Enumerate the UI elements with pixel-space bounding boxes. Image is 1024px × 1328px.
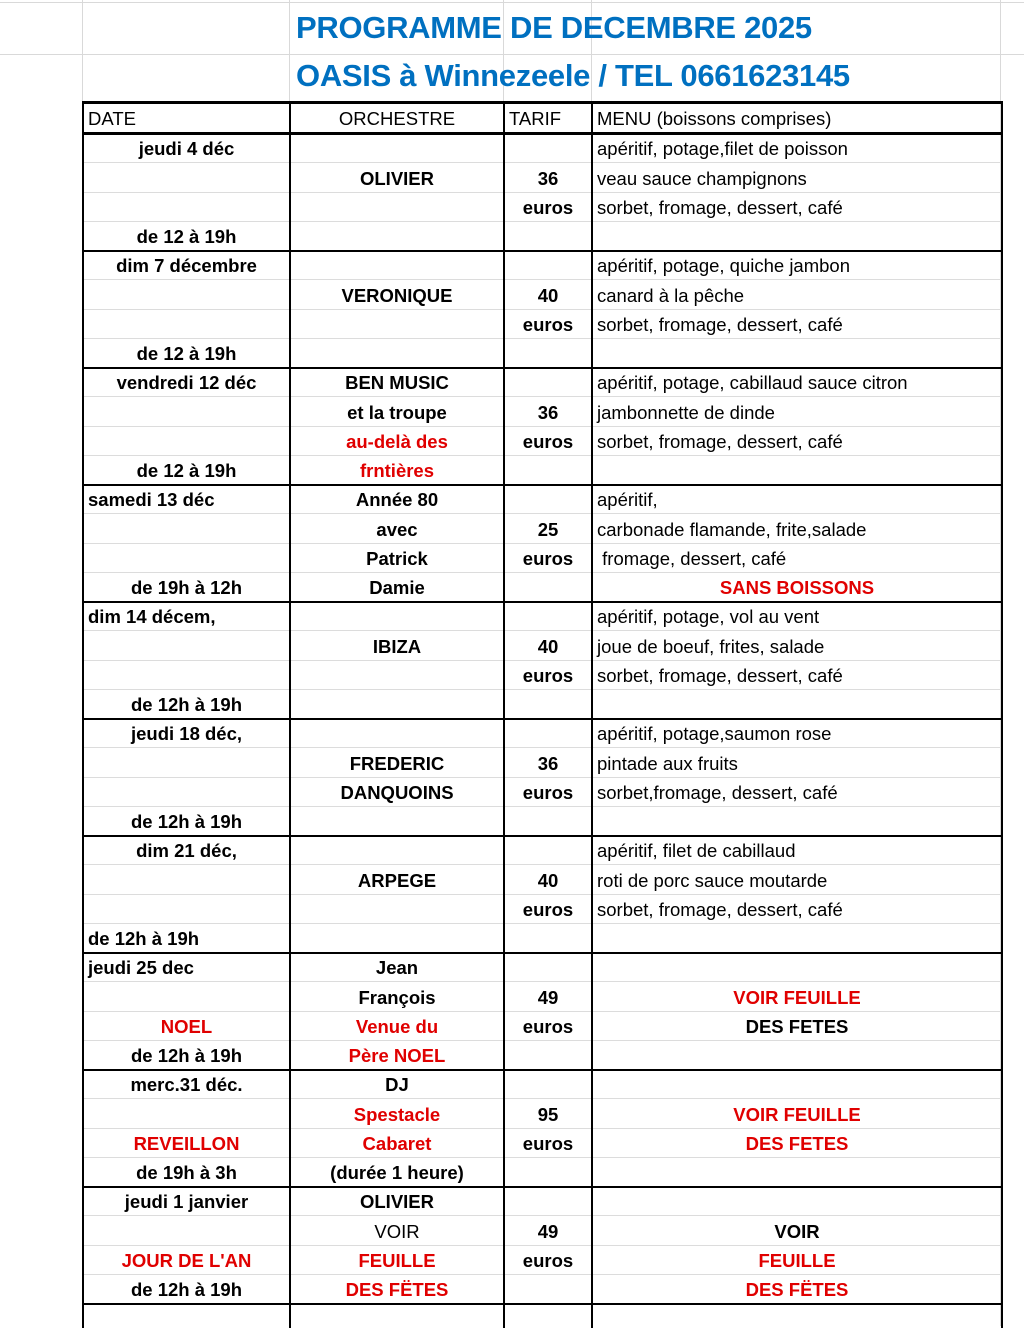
cell-empty xyxy=(83,1304,290,1328)
table-row xyxy=(83,1099,1002,1128)
cell-date: de 12h à 19h xyxy=(83,923,290,952)
cell-orchestre: OLIVIER xyxy=(290,1187,504,1216)
cell-orchestre: au-delà des xyxy=(290,426,504,455)
cell-menu xyxy=(592,953,1002,982)
cell-orchestre: Spestacle xyxy=(290,1099,504,1128)
cell-orchestre: ARPEGE xyxy=(290,865,504,894)
cell-orchestre: DANQUOINS xyxy=(290,777,504,806)
cell-orchestre: Père NOEL xyxy=(290,1040,504,1069)
cell-menu: joue de boeuf, frites, salade xyxy=(592,631,1002,660)
table-row xyxy=(83,777,1002,806)
cell-orchestre: BEN MUSIC xyxy=(290,368,504,397)
cell-menu: sorbet, fromage, dessert, café xyxy=(592,309,1002,338)
cell-date: de 12 à 19h xyxy=(83,338,290,367)
cell-orchestre xyxy=(290,221,504,250)
table-row xyxy=(83,1274,1002,1303)
table-row xyxy=(83,221,1002,250)
cell-date xyxy=(83,748,290,777)
cell-menu xyxy=(592,1187,1002,1216)
cell-date xyxy=(83,309,290,338)
cell-orchestre xyxy=(290,660,504,689)
cell-menu: SANS BOISSONS xyxy=(592,572,1002,601)
cell-tarif: 36 xyxy=(504,163,592,192)
cell-tarif xyxy=(504,1070,592,1099)
cell-empty xyxy=(592,1304,1002,1328)
table-row xyxy=(83,1011,1002,1040)
cell-menu: DES FETES xyxy=(592,1128,1002,1157)
cell-tarif: euros xyxy=(504,660,592,689)
cell-tarif: 25 xyxy=(504,514,592,543)
cell-menu xyxy=(592,1070,1002,1099)
cell-menu: sorbet, fromage, dessert, café xyxy=(592,426,1002,455)
cell-menu: roti de porc sauce moutarde xyxy=(592,865,1002,894)
table-row xyxy=(83,602,1002,631)
cell-orchestre: FEUILLE xyxy=(290,1245,504,1274)
cell-orchestre: DJ xyxy=(290,1070,504,1099)
cell-date xyxy=(83,1099,290,1128)
table-row xyxy=(83,397,1002,426)
cell-orchestre xyxy=(290,192,504,221)
cell-empty xyxy=(504,1304,592,1328)
cell-menu: VOIR FEUILLE xyxy=(592,982,1002,1011)
cell-menu: DES FËTES xyxy=(592,1274,1002,1303)
table-row xyxy=(83,1216,1002,1245)
cell-orchestre: FREDERIC xyxy=(290,748,504,777)
cell-orchestre: Année 80 xyxy=(290,485,504,514)
cell-orchestre: et la troupe xyxy=(290,397,504,426)
cell-date: NOEL xyxy=(83,1011,290,1040)
cell-orchestre: (durée 1 heure) xyxy=(290,1157,504,1186)
cell-tarif xyxy=(504,602,592,631)
cell-date: merc.31 déc. xyxy=(83,1070,290,1099)
table-row xyxy=(83,1157,1002,1186)
cell-date: jeudi 18 déc, xyxy=(83,719,290,748)
table-row xyxy=(83,631,1002,660)
cell-menu: apéritif, xyxy=(592,485,1002,514)
cell-date xyxy=(83,543,290,572)
cell-tarif: 36 xyxy=(504,397,592,426)
table-row xyxy=(83,953,1002,982)
table-row-empty xyxy=(83,1304,1002,1328)
cell-date xyxy=(83,631,290,660)
cell-menu: sorbet,fromage, dessert, café xyxy=(592,777,1002,806)
page-subtitle: OASIS à Winnezeele / TEL 0661623145 xyxy=(296,58,850,93)
cell-date: jeudi 4 déc xyxy=(83,134,290,163)
cell-tarif xyxy=(504,923,592,952)
cell-date: dim 21 déc, xyxy=(83,836,290,865)
table-row xyxy=(83,251,1002,280)
cell-empty xyxy=(290,1304,504,1328)
cell-tarif xyxy=(504,338,592,367)
cell-orchestre: VERONIQUE xyxy=(290,280,504,309)
program-table xyxy=(82,101,1003,1328)
sheet-gridline xyxy=(0,54,1024,55)
table-row xyxy=(83,368,1002,397)
table-row xyxy=(83,514,1002,543)
cell-orchestre: Patrick xyxy=(290,543,504,572)
cell-tarif: euros xyxy=(504,1128,592,1157)
table-row xyxy=(83,1245,1002,1274)
cell-date: de 12h à 19h xyxy=(83,1274,290,1303)
cell-date xyxy=(83,865,290,894)
table-row xyxy=(83,660,1002,689)
table-row xyxy=(83,748,1002,777)
table-row xyxy=(83,1040,1002,1069)
header-orchestre: ORCHESTRE xyxy=(290,103,504,134)
cell-date: dim 7 décembre xyxy=(83,251,290,280)
cell-menu: pintade aux fruits xyxy=(592,748,1002,777)
cell-tarif: euros xyxy=(504,309,592,338)
cell-date: samedi 13 déc xyxy=(83,485,290,514)
cell-menu xyxy=(592,338,1002,367)
cell-tarif: euros xyxy=(504,894,592,923)
cell-tarif: 95 xyxy=(504,1099,592,1128)
cell-tarif: 40 xyxy=(504,865,592,894)
cell-tarif xyxy=(504,1040,592,1069)
cell-date: de 12h à 19h xyxy=(83,1040,290,1069)
table-row xyxy=(83,982,1002,1011)
table-row xyxy=(83,455,1002,484)
cell-date xyxy=(83,660,290,689)
cell-date xyxy=(83,514,290,543)
cell-menu: veau sauce champignons xyxy=(592,163,1002,192)
cell-date: de 19h à 3h xyxy=(83,1157,290,1186)
cell-date: jeudi 1 janvier xyxy=(83,1187,290,1216)
cell-date xyxy=(83,982,290,1011)
cell-tarif xyxy=(504,134,592,163)
cell-orchestre: DES FËTES xyxy=(290,1274,504,1303)
cell-tarif: 40 xyxy=(504,280,592,309)
cell-date: JOUR DE L'AN xyxy=(83,1245,290,1274)
cell-date: de 12 à 19h xyxy=(83,455,290,484)
cell-menu: DES FETES xyxy=(592,1011,1002,1040)
table-row xyxy=(83,543,1002,572)
table-row xyxy=(83,894,1002,923)
cell-tarif xyxy=(504,221,592,250)
cell-tarif xyxy=(504,1157,592,1186)
table-row xyxy=(83,1128,1002,1157)
cell-orchestre xyxy=(290,923,504,952)
cell-tarif: euros xyxy=(504,777,592,806)
cell-tarif xyxy=(504,251,592,280)
cell-menu: apéritif, potage, vol au vent xyxy=(592,602,1002,631)
header-date: DATE xyxy=(83,103,290,134)
cell-orchestre: Damie xyxy=(290,572,504,601)
cell-tarif: euros xyxy=(504,1245,592,1274)
cell-menu: VOIR xyxy=(592,1216,1002,1245)
cell-date: REVEILLON xyxy=(83,1128,290,1157)
table-row xyxy=(83,309,1002,338)
cell-menu xyxy=(592,1157,1002,1186)
table-row xyxy=(83,1070,1002,1099)
table-row xyxy=(83,134,1002,163)
cell-menu xyxy=(592,923,1002,952)
cell-tarif xyxy=(504,953,592,982)
cell-tarif: euros xyxy=(504,426,592,455)
cell-menu: apéritif, filet de cabillaud xyxy=(592,836,1002,865)
cell-tarif xyxy=(504,719,592,748)
table-row xyxy=(83,192,1002,221)
table-row xyxy=(83,280,1002,309)
table-row xyxy=(83,836,1002,865)
cell-date: de 12 à 19h xyxy=(83,221,290,250)
cell-tarif xyxy=(504,455,592,484)
cell-tarif xyxy=(504,689,592,718)
cell-tarif xyxy=(504,836,592,865)
cell-orchestre: frntières xyxy=(290,455,504,484)
cell-date xyxy=(83,1216,290,1245)
cell-orchestre: Venue du xyxy=(290,1011,504,1040)
table-row xyxy=(83,719,1002,748)
cell-tarif xyxy=(504,572,592,601)
cell-tarif xyxy=(504,1274,592,1303)
cell-menu xyxy=(592,221,1002,250)
cell-tarif: 40 xyxy=(504,631,592,660)
cell-date: dim 14 décem, xyxy=(83,602,290,631)
cell-date: vendredi 12 déc xyxy=(83,368,290,397)
cell-menu: sorbet, fromage, dessert, café xyxy=(592,192,1002,221)
table-row xyxy=(83,923,1002,952)
cell-orchestre: Cabaret xyxy=(290,1128,504,1157)
cell-date: de 12h à 19h xyxy=(83,689,290,718)
cell-tarif: euros xyxy=(504,543,592,572)
cell-orchestre xyxy=(290,689,504,718)
cell-tarif: 36 xyxy=(504,748,592,777)
cell-date xyxy=(83,280,290,309)
cell-menu: canard à la pêche xyxy=(592,280,1002,309)
cell-menu xyxy=(592,455,1002,484)
header-tarif: TARIF xyxy=(504,103,592,134)
cell-orchestre: IBIZA xyxy=(290,631,504,660)
cell-menu: carbonade flamande, frite,salade xyxy=(592,514,1002,543)
header-menu: MENU (boissons comprises) xyxy=(592,103,1002,134)
cell-orchestre xyxy=(290,806,504,835)
cell-orchestre: VOIR xyxy=(290,1216,504,1245)
table-row xyxy=(83,163,1002,192)
cell-orchestre xyxy=(290,251,504,280)
cell-tarif: euros xyxy=(504,1011,592,1040)
cell-orchestre xyxy=(290,836,504,865)
cell-date xyxy=(83,894,290,923)
cell-date: de 19h à 12h xyxy=(83,572,290,601)
cell-menu: apéritif, potage,saumon rose xyxy=(592,719,1002,748)
cell-menu: sorbet, fromage, dessert, café xyxy=(592,894,1002,923)
sheet-gridline xyxy=(0,2,1024,3)
cell-date xyxy=(83,777,290,806)
table-row xyxy=(83,426,1002,455)
cell-menu: fromage, dessert, café xyxy=(592,543,1002,572)
cell-date: jeudi 25 dec xyxy=(83,953,290,982)
cell-tarif: 49 xyxy=(504,1216,592,1245)
cell-orchestre xyxy=(290,134,504,163)
cell-menu xyxy=(592,1040,1002,1069)
cell-orchestre: avec xyxy=(290,514,504,543)
table-row xyxy=(83,485,1002,514)
cell-orchestre xyxy=(290,602,504,631)
cell-orchestre xyxy=(290,309,504,338)
table-row xyxy=(83,338,1002,367)
cell-menu: sorbet, fromage, dessert, café xyxy=(592,660,1002,689)
cell-tarif: euros xyxy=(504,192,592,221)
cell-orchestre xyxy=(290,719,504,748)
cell-date xyxy=(83,397,290,426)
page-title: PROGRAMME DE DECEMBRE 2025 xyxy=(296,10,812,45)
cell-tarif: 49 xyxy=(504,982,592,1011)
cell-menu xyxy=(592,689,1002,718)
cell-menu: FEUILLE xyxy=(592,1245,1002,1274)
cell-date xyxy=(83,426,290,455)
cell-menu: jambonnette de dinde xyxy=(592,397,1002,426)
cell-tarif xyxy=(504,1187,592,1216)
cell-menu: apéritif, potage, cabillaud sauce citron xyxy=(592,368,1002,397)
table-row xyxy=(83,689,1002,718)
cell-menu: VOIR FEUILLE xyxy=(592,1099,1002,1128)
cell-tarif xyxy=(504,485,592,514)
cell-tarif xyxy=(504,806,592,835)
cell-orchestre: OLIVIER xyxy=(290,163,504,192)
cell-orchestre xyxy=(290,894,504,923)
cell-date: de 12h à 19h xyxy=(83,806,290,835)
table-row xyxy=(83,865,1002,894)
cell-orchestre: François xyxy=(290,982,504,1011)
table-row xyxy=(83,572,1002,601)
cell-orchestre xyxy=(290,338,504,367)
cell-menu xyxy=(592,806,1002,835)
cell-tarif xyxy=(504,368,592,397)
cell-date xyxy=(83,192,290,221)
table-row xyxy=(83,806,1002,835)
table-row xyxy=(83,1187,1002,1216)
cell-orchestre: Jean xyxy=(290,953,504,982)
cell-menu: apéritif, potage,filet de poisson xyxy=(592,134,1002,163)
cell-date xyxy=(83,163,290,192)
table-header-row xyxy=(83,103,1002,134)
cell-menu: apéritif, potage, quiche jambon xyxy=(592,251,1002,280)
